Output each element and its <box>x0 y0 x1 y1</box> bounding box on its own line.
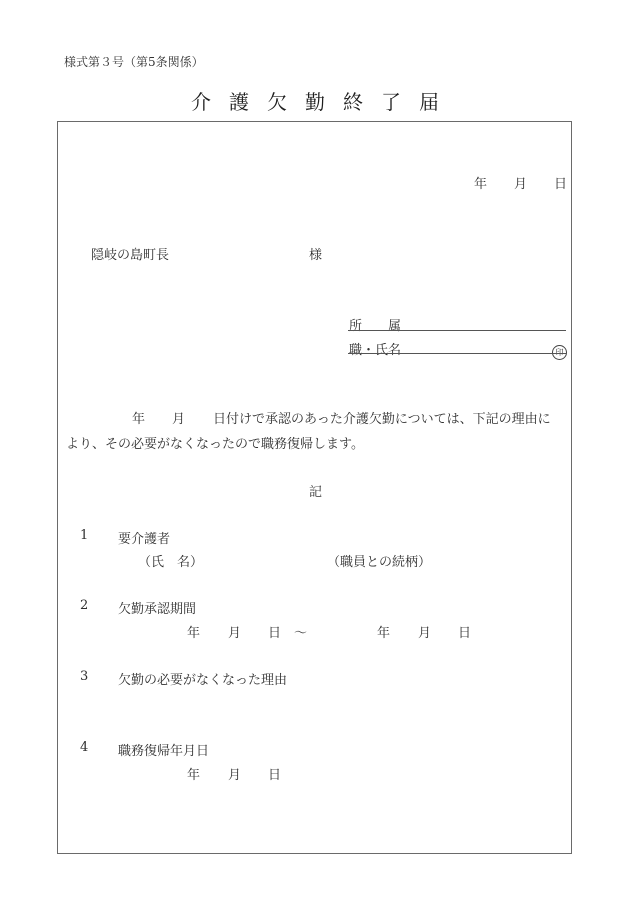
return-month[interactable]: 月 <box>228 768 242 783</box>
to-year[interactable]: 年 <box>377 626 391 641</box>
from-day[interactable]: 日 <box>268 626 282 641</box>
item-number: 2 <box>80 598 89 613</box>
period-separator: ～ <box>294 626 308 641</box>
seal-mark: 印 <box>552 345 567 360</box>
item-label: 職務復帰年月日 <box>118 744 210 759</box>
document-title: 介護欠勤終了届 <box>191 90 457 114</box>
body-year[interactable]: 年 <box>132 412 146 427</box>
body-line1: 日付けで承認のあった介護欠勤については、下記の理由に <box>213 412 551 427</box>
affiliation-label: 所 属 <box>349 319 402 334</box>
from-month[interactable]: 月 <box>228 626 242 641</box>
header-date-year[interactable]: 年 <box>474 177 488 192</box>
return-year[interactable]: 年 <box>187 768 201 783</box>
return-day[interactable]: 日 <box>268 768 282 783</box>
seal-icon <box>552 340 567 360</box>
body-month[interactable]: 月 <box>172 412 186 427</box>
header-date-month[interactable]: 月 <box>514 177 528 192</box>
to-day[interactable]: 日 <box>458 626 472 641</box>
item-number: 1 <box>80 528 89 543</box>
addressee-honorific: 様 <box>309 248 323 263</box>
from-year[interactable]: 年 <box>187 626 201 641</box>
form-number: 様式第３号（第5条関係） <box>64 55 204 69</box>
name-field[interactable] <box>348 353 566 354</box>
affiliation-field[interactable] <box>348 330 566 331</box>
name-label: 職・氏名 <box>349 343 402 358</box>
item-number: 3 <box>80 669 89 684</box>
header-date-day[interactable]: 日 <box>554 177 568 192</box>
addressee-name: 隠岐の島町長 <box>91 248 170 263</box>
item-label: 欠勤の必要がなくなった理由 <box>118 673 288 688</box>
item-label: 欠勤承認期間 <box>118 602 197 617</box>
ki-heading: 記 <box>309 485 323 500</box>
care-recipient-name-label: （氏 名） <box>138 555 204 570</box>
body-line2: より、その必要がなくなったので職務復帰します。 <box>66 437 364 452</box>
to-month[interactable]: 月 <box>418 626 432 641</box>
relation-label: （職員との続柄） <box>327 555 432 570</box>
item-label: 要介護者 <box>118 532 171 547</box>
item-number: 4 <box>80 740 89 755</box>
